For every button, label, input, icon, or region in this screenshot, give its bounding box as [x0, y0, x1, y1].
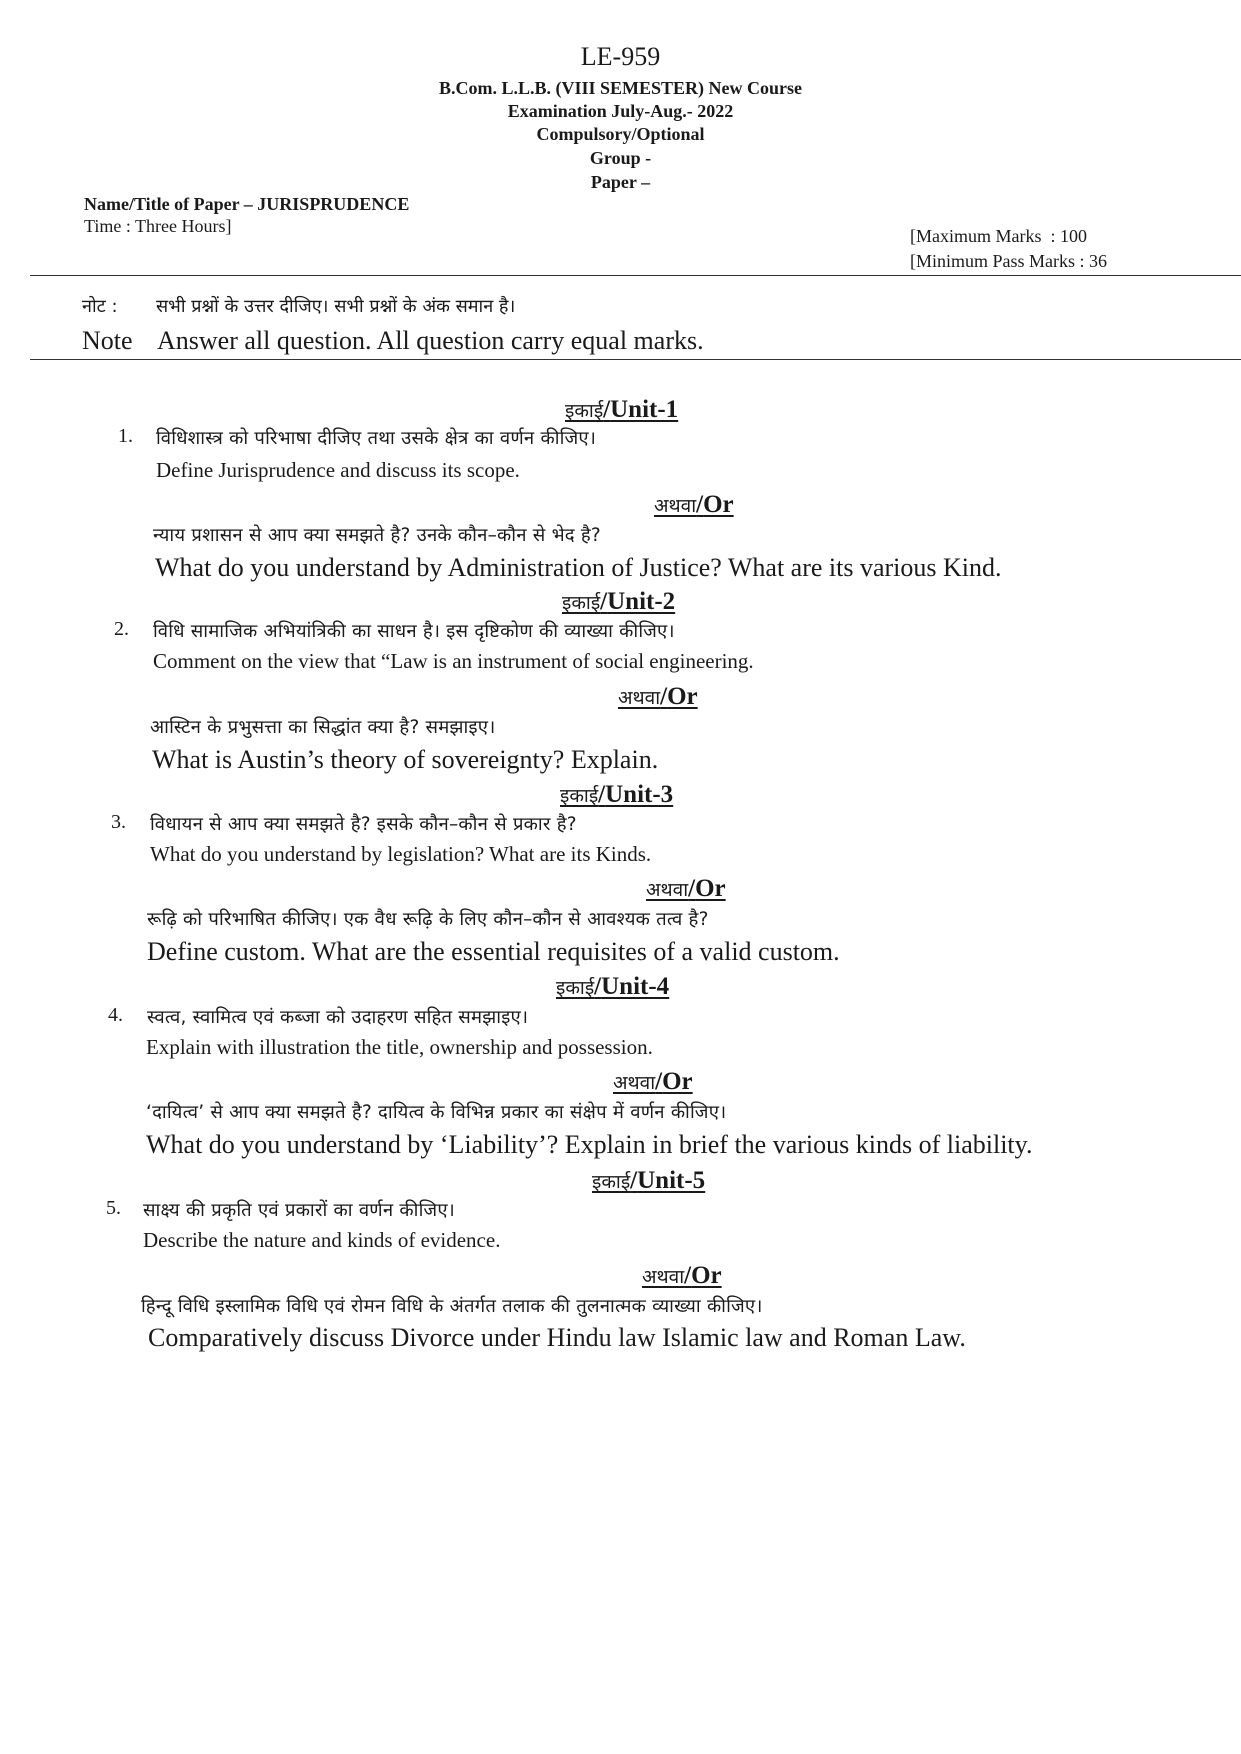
alternate-question-english: Define custom. What are the essential requisites of a valid custom.: [147, 937, 840, 966]
note-label-english: Note: [82, 326, 133, 355]
question-english: Define Jurisprudence and discuss its scope.: [156, 458, 520, 482]
note-text-english: Answer all question. All question carry equal marks.: [157, 326, 704, 355]
alternate-question-english: What do you understand by Administration of Justice? What are its various Kind.: [155, 553, 1002, 582]
question-english: Explain with illustration the title, ownership and possession.: [146, 1035, 653, 1059]
alternate-question-english: What is Austin’s theory of sovereignty? Explain.: [152, 745, 659, 774]
or-heading: अथवा/Or: [646, 875, 726, 902]
or-heading: अथवा/Or: [613, 1068, 693, 1095]
unit-heading: इकाई/Unit-2: [562, 588, 676, 615]
alternate-question-english: Comparatively discuss Divorce under Hindu law Islamic law and Roman Law.: [148, 1323, 966, 1352]
or-heading: अथवा/Or: [642, 1262, 722, 1289]
paper-line: Paper –: [590, 172, 651, 192]
question-english: What do you understand by legislation? What are its Kinds.: [150, 842, 652, 866]
alternate-question-english: What do you understand by ‘Liability’? Explain in brief the various kinds of liability.: [146, 1130, 1033, 1159]
or-heading: अथवा/Or: [654, 491, 734, 518]
alternate-question-hindi: आस्टिन के प्रभुसत्ता का सिद्धांत क्या है? समझाइए।: [150, 717, 496, 738]
divider: [30, 275, 1241, 276]
alternate-question-hindi: रूढ़ि को परिभाषित कीजिए। एक वैध रूढ़ि के लिए कौन–कौन से आवश्यक तत्व है?: [147, 909, 709, 930]
maximum-marks: [Maximum Marks : 100: [910, 226, 1087, 246]
group-line: Group -: [589, 148, 652, 168]
minimum-pass-marks: [Minimum Pass Marks : 36: [910, 251, 1108, 271]
paper-code: LE-959: [580, 42, 661, 71]
question-number: 5.: [106, 1197, 121, 1219]
question-number: 2.: [114, 618, 129, 640]
question-hindi: विधिशास्त्र को परिभाषा दीजिए तथा उसके क्षेत्र का वर्णन कीजिए।: [156, 428, 597, 449]
paper-title: Name/Title of Paper – JURISPRUDENCE: [84, 194, 410, 214]
exam-line: Examination July-Aug.- 2022: [507, 101, 734, 121]
question-hindi: साक्ष्य की प्रकृति एवं प्रकारों का वर्णन कीजिए।: [143, 1200, 455, 1221]
question-hindi: विधि सामाजिक अभियांत्रिकी का साधन है। इस दृष्टिकोण की व्याख्या कीजिए।: [153, 621, 675, 642]
time-allowed: Time : Three Hours]: [84, 216, 232, 236]
unit-heading: इकाई/Unit-1: [565, 396, 679, 423]
unit-heading: इकाई/Unit-4: [556, 973, 670, 1000]
question-number: 4.: [108, 1004, 123, 1026]
alternate-question-hindi: हिन्दू विधि इस्लामिक विधि एवं रोमन विधि के अंतर्गत तलाक की तुलनात्मक व्याख्या कीजिए।: [141, 1296, 763, 1317]
note-text-hindi: सभी प्रश्नों के उत्तर दीजिए। सभी प्रश्नों के अंक समान है।: [156, 296, 516, 317]
question-hindi: स्वत्व, स्वामित्व एवं कब्जा को उदाहरण सहित समझाइए।: [147, 1007, 529, 1028]
unit-heading: इकाई/Unit-3: [560, 781, 674, 808]
question-english: Describe the nature and kinds of evidence.: [143, 1228, 501, 1252]
question-english: Comment on the view that “Law is an instrument of social engineering.: [153, 649, 754, 673]
question-number: 3.: [111, 811, 126, 833]
note-label-hindi: नोट :: [82, 296, 118, 317]
alternate-question-hindi: ‘दायित्व’ से आप क्या समझते है? दायित्व के विभिन्न प्रकार का संक्षेप में वर्णन कीजिए।: [146, 1102, 727, 1123]
alternate-question-hindi: न्याय प्रशासन से आप क्या समझते है? उनके कौन–कौन से भेद है?: [153, 525, 601, 546]
unit-heading: इकाई/Unit-5: [592, 1167, 706, 1194]
course-line: B.Com. L.L.B. (VIII SEMESTER) New Course: [438, 78, 803, 98]
question-hindi: विधायन से आप क्या समझते है? इसके कौन–कौन से प्रकार है?: [150, 814, 577, 835]
question-number: 1.: [118, 425, 133, 447]
compulsory-line: Compulsory/Optional: [536, 124, 705, 144]
or-heading: अथवा/Or: [618, 683, 698, 710]
divider: [30, 359, 1241, 360]
